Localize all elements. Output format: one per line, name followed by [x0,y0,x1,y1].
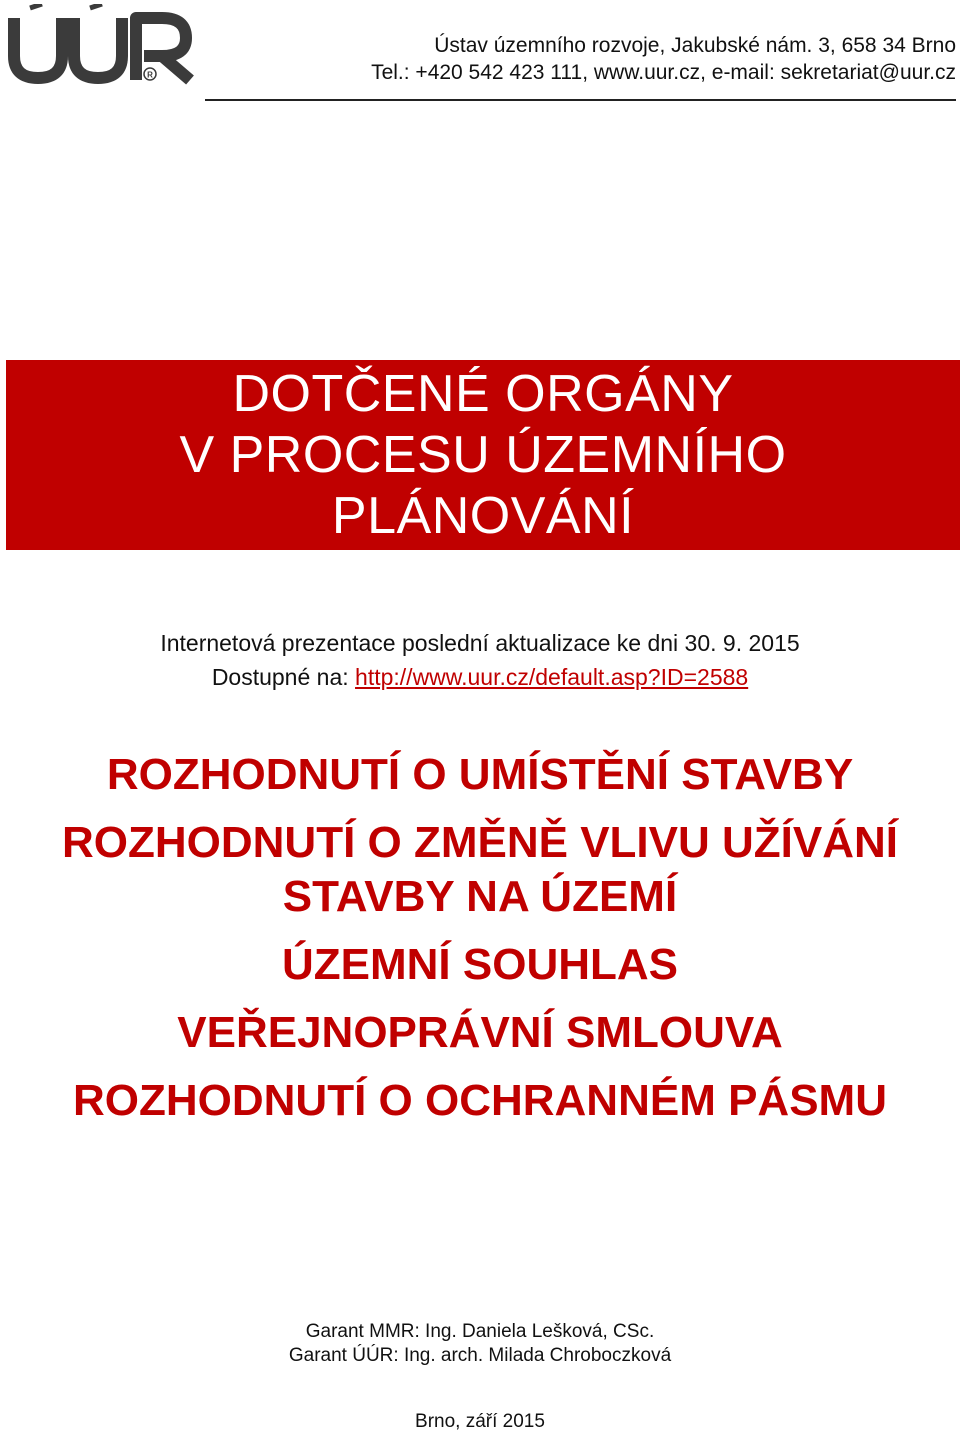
guarantor-mmr: Garant MMR: Ing. Daniela Lešková, CSc. [305,1321,655,1342]
guarantor-uur: Garant ÚÚR: Ing. arch. Milada Chroboczková [288,1345,672,1366]
address-line: Ústav územního rozvoje, Jakubské nám. 3, 658 34 Brno [434,34,956,57]
publication-info [0,626,960,694]
topic-item: ROZHODNUTÍ O OCHRANNÉM PÁSMU [73,1076,887,1125]
available-label: Dostupné na: [211,664,349,690]
document-header [0,0,960,104]
svg-text:R: R [147,70,153,80]
title-line-1: DOTČENÉ ORGÁNY [232,365,734,423]
institution-address [371,32,956,86]
title-banner [6,360,960,550]
topic-item: STAVBY NA ÚZEMÍ [282,872,678,921]
title-line-2: V PROCESU ÚZEMNÍHO [179,426,787,484]
header-divider [205,99,956,101]
topic-item: ROZHODNUTÍ O ZMĚNĚ VLIVU UŽÍVÁNÍ [62,818,898,867]
guarantors [0,1320,960,1368]
uur-logo [8,4,200,86]
topic-list [0,748,960,1128]
title-line-3: PLÁNOVÁNÍ [331,487,635,545]
topic-item: ÚZEMNÍ SOUHLAS [282,940,678,989]
publication-date: Brno, září 2015 [415,1411,545,1432]
source-link[interactable]: http://www.uur.cz/default.asp?ID=2588 [355,664,749,690]
update-note: Internetová prezentace poslední aktualizace ke dni 30. 9. 2015 [160,630,800,656]
topic-item: VEŘEJNOPRÁVNÍ SMLOUVA [177,1008,783,1057]
contact-line: Tel.: +420 542 423 111, www.uur.cz, e-mail: sekretariat@uur.cz [371,61,956,84]
availability-line [0,660,960,694]
topic-item: ROZHODNUTÍ O UMÍSTĚNÍ STAVBY [106,750,854,799]
